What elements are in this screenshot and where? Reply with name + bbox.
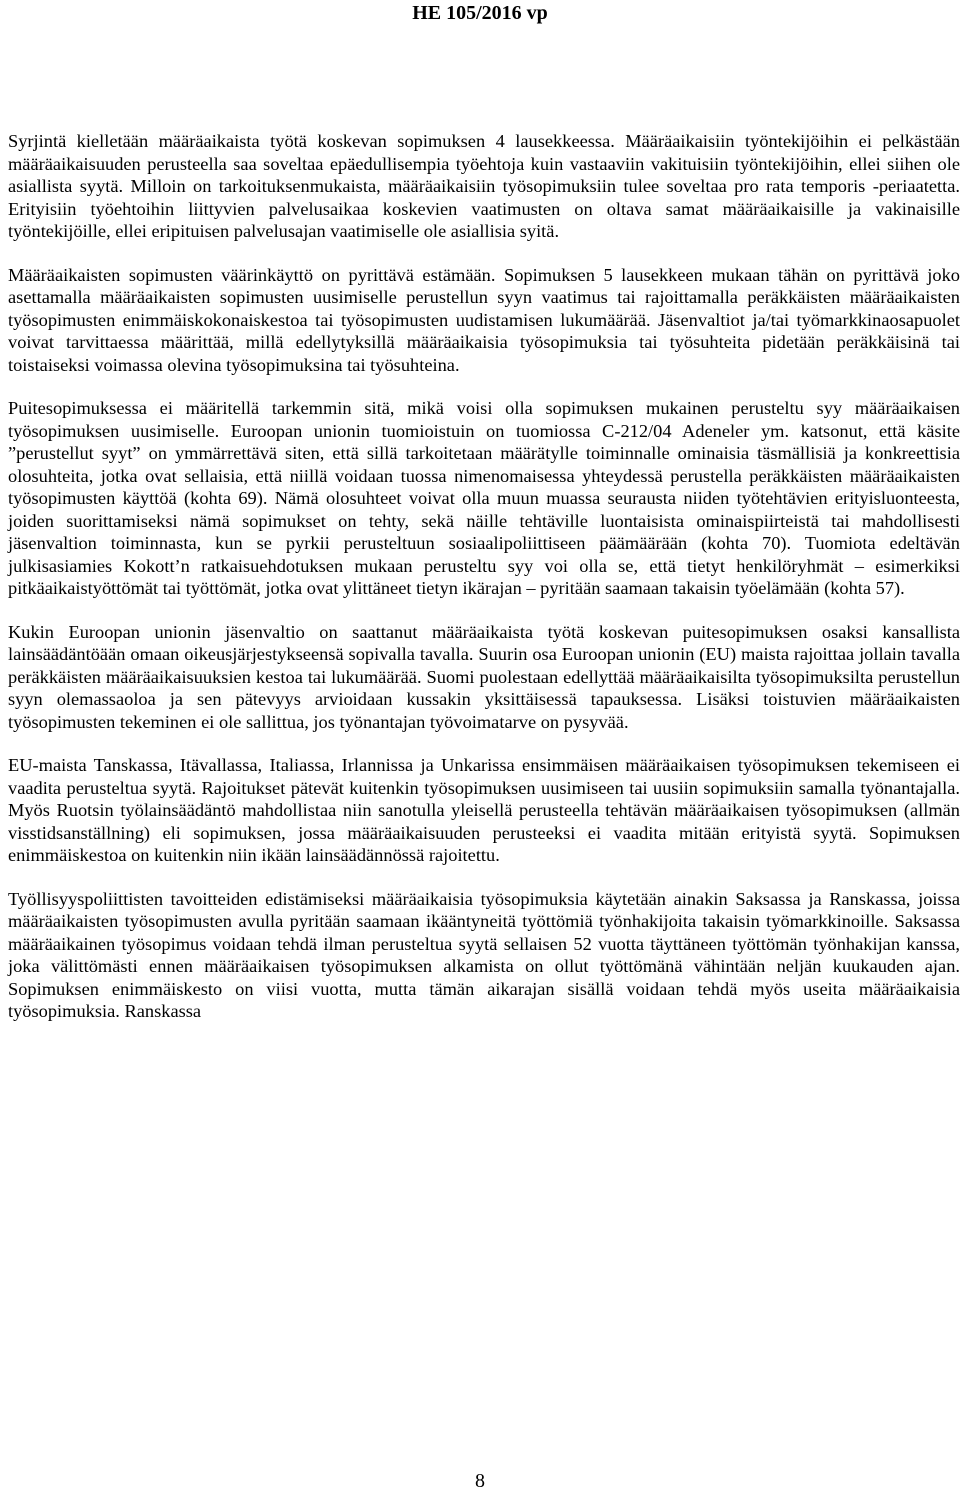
paragraph: Syrjintä kielletään määräaikaista työtä koskevan sopimuksen 4 lausekkeessa. Määräaikaisiin työntekijöihin ei pelkästään määräaikaisuuden perusteella saa soveltaa epäedullisempia työehtoja kuin vastaaviin vakituisiin työntekijöihin, ellei siihen ole asiallista syytä. Milloin on tarkoituksenmukaista, määräaikaisiin työsopimuksiin tulee soveltaa pro rata temporis -periaatetta. Erityisiin työehtoihin liittyvien palvelusaikaa koskevien vaatimusten on oltava samat määräaikaisille ja vakinaisille työntekijöille, ellei eripituisen palvelusajan vaatimiselle ole asiallisia syitä. [8, 131, 960, 241]
paragraph: Määräaikaisten sopimusten väärinkäyttö on pyrittävä estämään. Sopimuksen 5 lausekkeen mukaan tähän on pyrittävä joko asettamalla määräaikaisten sopimusten uusimiselle perustellun syyn vaatimus tai rajoittamalla peräkkäisten määräaikaisten työsopimusten enimmäiskokonaiskestoa tai työsopimusten uudistamisen lukumäärää. Jäsenvaltiot ja/tai työmarkkinaosapuolet voivat tarvittaessa määrittää, millä edellytyksillä määräaikaisia työsopimuksia tai työsuhteita pidetään peräkkäisinä tai toistaiseksi voimassa olevina työsopimuksina tai työsuhteina. [8, 264, 960, 375]
paragraph: Puitesopimuksessa ei määritellä tarkemmin sitä, mikä voisi olla sopimuksen mukainen perusteltu syy määräaikaisen työsopimuksen uusimiselle. Euroopan unionin tuomioistuin on tuomiossa C-212/04 Adeneler ym. katsonut, että käsite ”perustellut syyt” on ymmärrettävä siten, että sillä tarkoitetaan määrätylle toiminnalle ominaisia täsmällisiä ja konkreettisia olosuhteita, jotka ovat sellaisia, että niillä voidaan tuossa nimenomaisessa yhteydessä perustella peräkkäisten määräaikaisten työsopimusten käyttöä (kohta 69). Nämä olosuhteet voivat olla muun muassa seurausta niiden työtehtävien erityisluonteesta, joiden suorittamiseksi nämä sopimukset on tehty, sekä näille tehtäville luontaisista ominaispiirteistä tai mahdollisesti jäsenvaltion toiminnasta, kun se pyrkii perusteltuun sosiaalipoliittiseen päämäärään (kohta 70). Tuomiota edeltävän julkisasiamies Kokott’n ratkaisuehdotuksen mukaan perusteltu syy voi olla se, että tietyt henkilöryhmät – esimerkiksi pitkäaikaistyöttömät tai työttömät, jotka ovat ylittäneet tietyn ikärajan – pyritään saamaan takaisin työelämään (kohta 57). [8, 398, 960, 598]
paragraph: Kukin Euroopan unionin jäsenvaltio on saattanut määräaikaista työtä koskevan puitesopimuksen osaksi kansallista lainsäädäntöään omaan oikeusjärjestykseensä sopivalla tavalla. Suurin osa Euroopan unionin (EU) maista rajoittaa jollain tavalla peräkkäisten määräaikaisuuksien kestoa tai lukumäärää. Suomi puolestaan edellyttää määräaikaisilta työsopimuksilta perustellun syyn olemassaoloa ja sen pätevyys arvioidaan kussakin yksittäisessä tapauksessa. Lisäksi toistuvien määräaikaisten työsopimusten tekeminen ei ole sallittua, jos työnantajan työvoimatarve on pysyvää. [8, 621, 960, 732]
paragraph: EU-maista Tanskassa, Itävallassa, Italiassa, Irlannissa ja Unkarissa ensimmäisen määräaikaisen työsopimuksen tekemiseen ei vaadita perusteltua syytä. Rajoitukset pätevät kuitenkin työsopimuksen uusimiseen tai uusiin sopimuksiin samalla työnantajalla. Myös Ruotsin työlainsäädäntö mahdollistaa niin sanotulla yleisellä perusteella tehtävän määräaikaisen työsopimuksen (allmän visstidsanställning) eli sopimuksen, jossa määräaikaisuuden perusteeksi ei vaadita mitään erityistä syytä. Sopimuksen enimmäiskestoa on kuitenkin niin ikään lainsäädännössä rajoitettu. [8, 755, 960, 865]
document-header: HE 105/2016 vp [412, 2, 548, 24]
paragraph: Työllisyyspoliittisten tavoitteiden edistämiseksi määräaikaisia työsopimuksia käytetään ainakin Saksassa ja Ranskassa, joissa määräaikaisten työsopimusten avulla pyritään saamaan ikääntyneitä työttömiä työnhakijoita takaisin työmarkkinoille. Saksassa määräaikainen työsopimus voidaan tehdä ilman perusteltua syytä sellaisen 52 vuotta täyttäneen työttömän työnhakijan kanssa, joka välittömästi ennen määräaikaisen työsopimuksen alkamista on ollut työttömänä vähintään neljän kuukauden ajan. Sopimuksen enimmäiskesto on viisi vuotta, mutta tämän aikarajan sisällä voidaan tehdä myös useita määräaikaisia työsopimuksia. Ranskassa [8, 888, 960, 1021]
document-body [8, 130, 960, 1044]
page-number: 8 [475, 1470, 485, 1492]
